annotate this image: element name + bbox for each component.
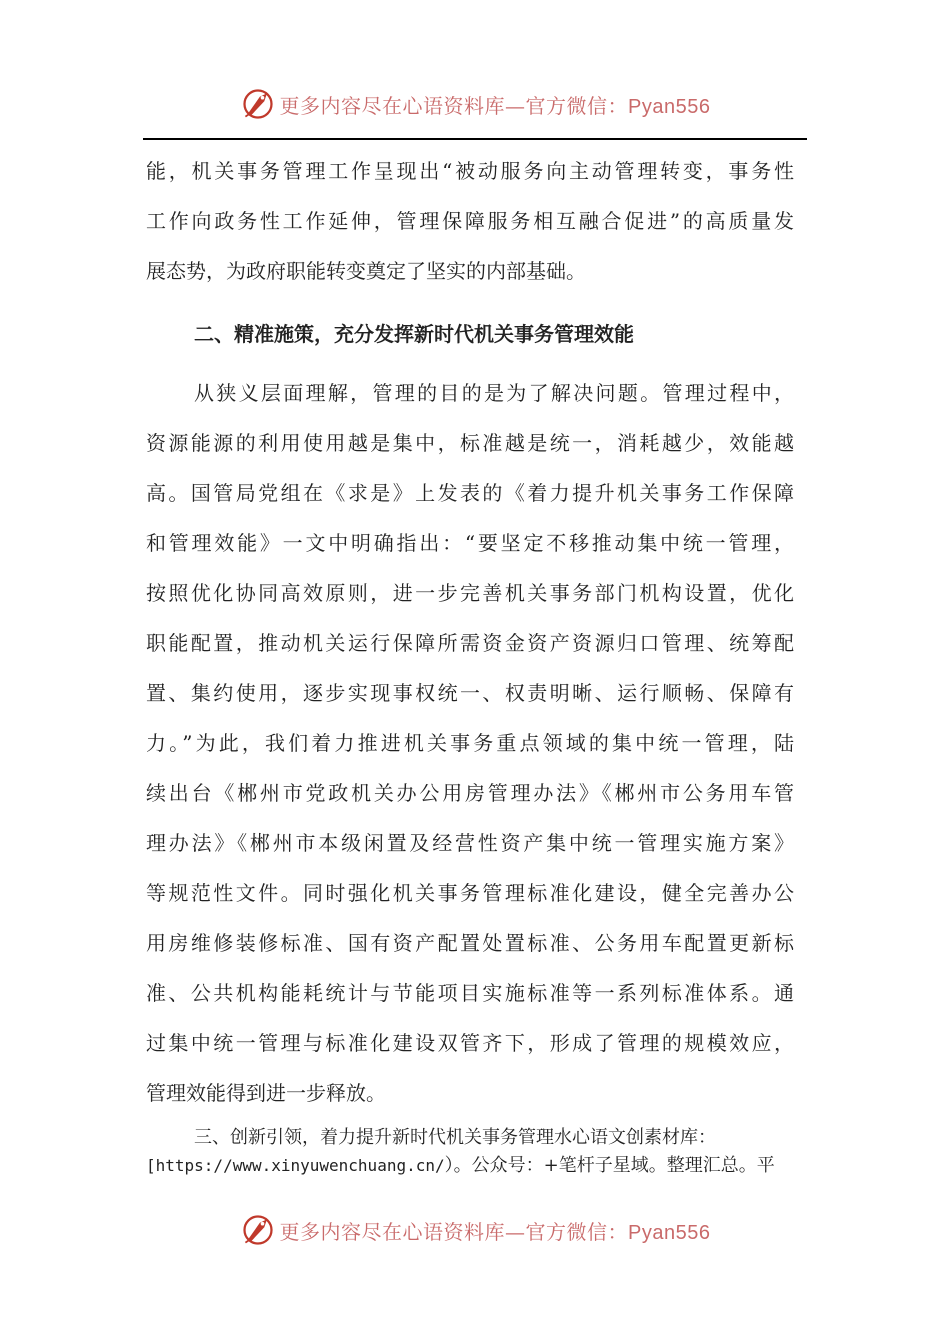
footer-banner-text: 更多内容尽在心语资料库—官方微信：Pyan556 bbox=[279, 1219, 711, 1244]
text-line: 管理效能得到进一步释放。 bbox=[146, 1081, 386, 1105]
section-3-source-line bbox=[146, 1152, 796, 1180]
text-line: 置、集约使用，逐步实现事权统一、权责明晰、运行顺畅、保障有 bbox=[146, 681, 794, 705]
paragraph-1 bbox=[146, 146, 794, 296]
header-divider bbox=[143, 138, 807, 140]
text-line: 过集中统一管理与标准化建设双管齐下，形成了管理的规模效应， bbox=[146, 1031, 794, 1055]
footer-banner bbox=[0, 1210, 950, 1250]
header-banner-text: 更多内容尽在心语资料库—官方微信：Pyan556 bbox=[279, 93, 711, 118]
text-line: 等规范性文件。同时强化机关事务管理标准化建设，健全完善办公 bbox=[146, 881, 794, 905]
text-line: 从狭义层面理解，管理的目的是为了解决问题。管理过程中， bbox=[194, 381, 794, 405]
text-line: 理办法》《郴州市本级闲置及经营性资产集中统一管理实施方案》 bbox=[146, 831, 794, 855]
text-line: 能，机关事务管理工作呈现出“被动服务向主动管理转变，事务性 bbox=[146, 159, 794, 183]
paragraph-2 bbox=[146, 368, 794, 1118]
text-line: 职能配置，推动机关运行保障所需资金资产资源归口管理、统筹配 bbox=[146, 631, 794, 655]
text-line: 续出台《郴州市党政机关办公用房管理办法》《郴州市公务用车管 bbox=[146, 781, 794, 805]
source-url: [https://www.xinyuwenchuang.cn/ bbox=[146, 1156, 445, 1175]
pen-nib-logo-icon bbox=[240, 86, 276, 122]
section-3-block bbox=[146, 1124, 796, 1180]
section-2-heading: 二、精准施策，充分发挥新时代机关事务管理效能 bbox=[194, 322, 634, 346]
text-line: 准、公共机构能耗统计与节能项目实施标准等一系列标准体系。通 bbox=[146, 981, 794, 1005]
text-line: 工作向政务性工作延伸，管理保障服务相互融合促进”的高质量发 bbox=[146, 209, 794, 233]
text-line: 用房维修装修标准、国有资产配置处置标准、公务用车配置更新标 bbox=[146, 931, 794, 955]
text-line: 高。国管局党组在《求是》上发表的《着力提升机关事务工作保障 bbox=[146, 481, 794, 505]
text-line: 和管理效能》一文中明确指出：“要坚定不移推动集中统一管理， bbox=[146, 531, 794, 555]
text-line: 按照优化协同高效原则，进一步完善机关事务部门机构设置，优化 bbox=[146, 581, 794, 605]
text-line: 力。”为此，我们着力推进机关事务重点领域的集中统一管理，陆 bbox=[146, 731, 794, 755]
section-3-heading: 三、创新引领，着力提升新时代机关事务管理水心语文创素材库： bbox=[194, 1127, 716, 1148]
document-body bbox=[146, 146, 794, 1118]
pen-nib-logo-icon bbox=[240, 1212, 276, 1248]
text-line: 资源能源的利用使用越是集中，标准越是统一，消耗越少，效能越 bbox=[146, 431, 794, 455]
header-banner bbox=[0, 84, 950, 124]
text-line: 展态势，为政府职能转变奠定了坚实的内部基础。 bbox=[146, 259, 586, 283]
source-note: ）。公众号：+笔杆子星域。整理汇总。平 bbox=[444, 1155, 775, 1176]
